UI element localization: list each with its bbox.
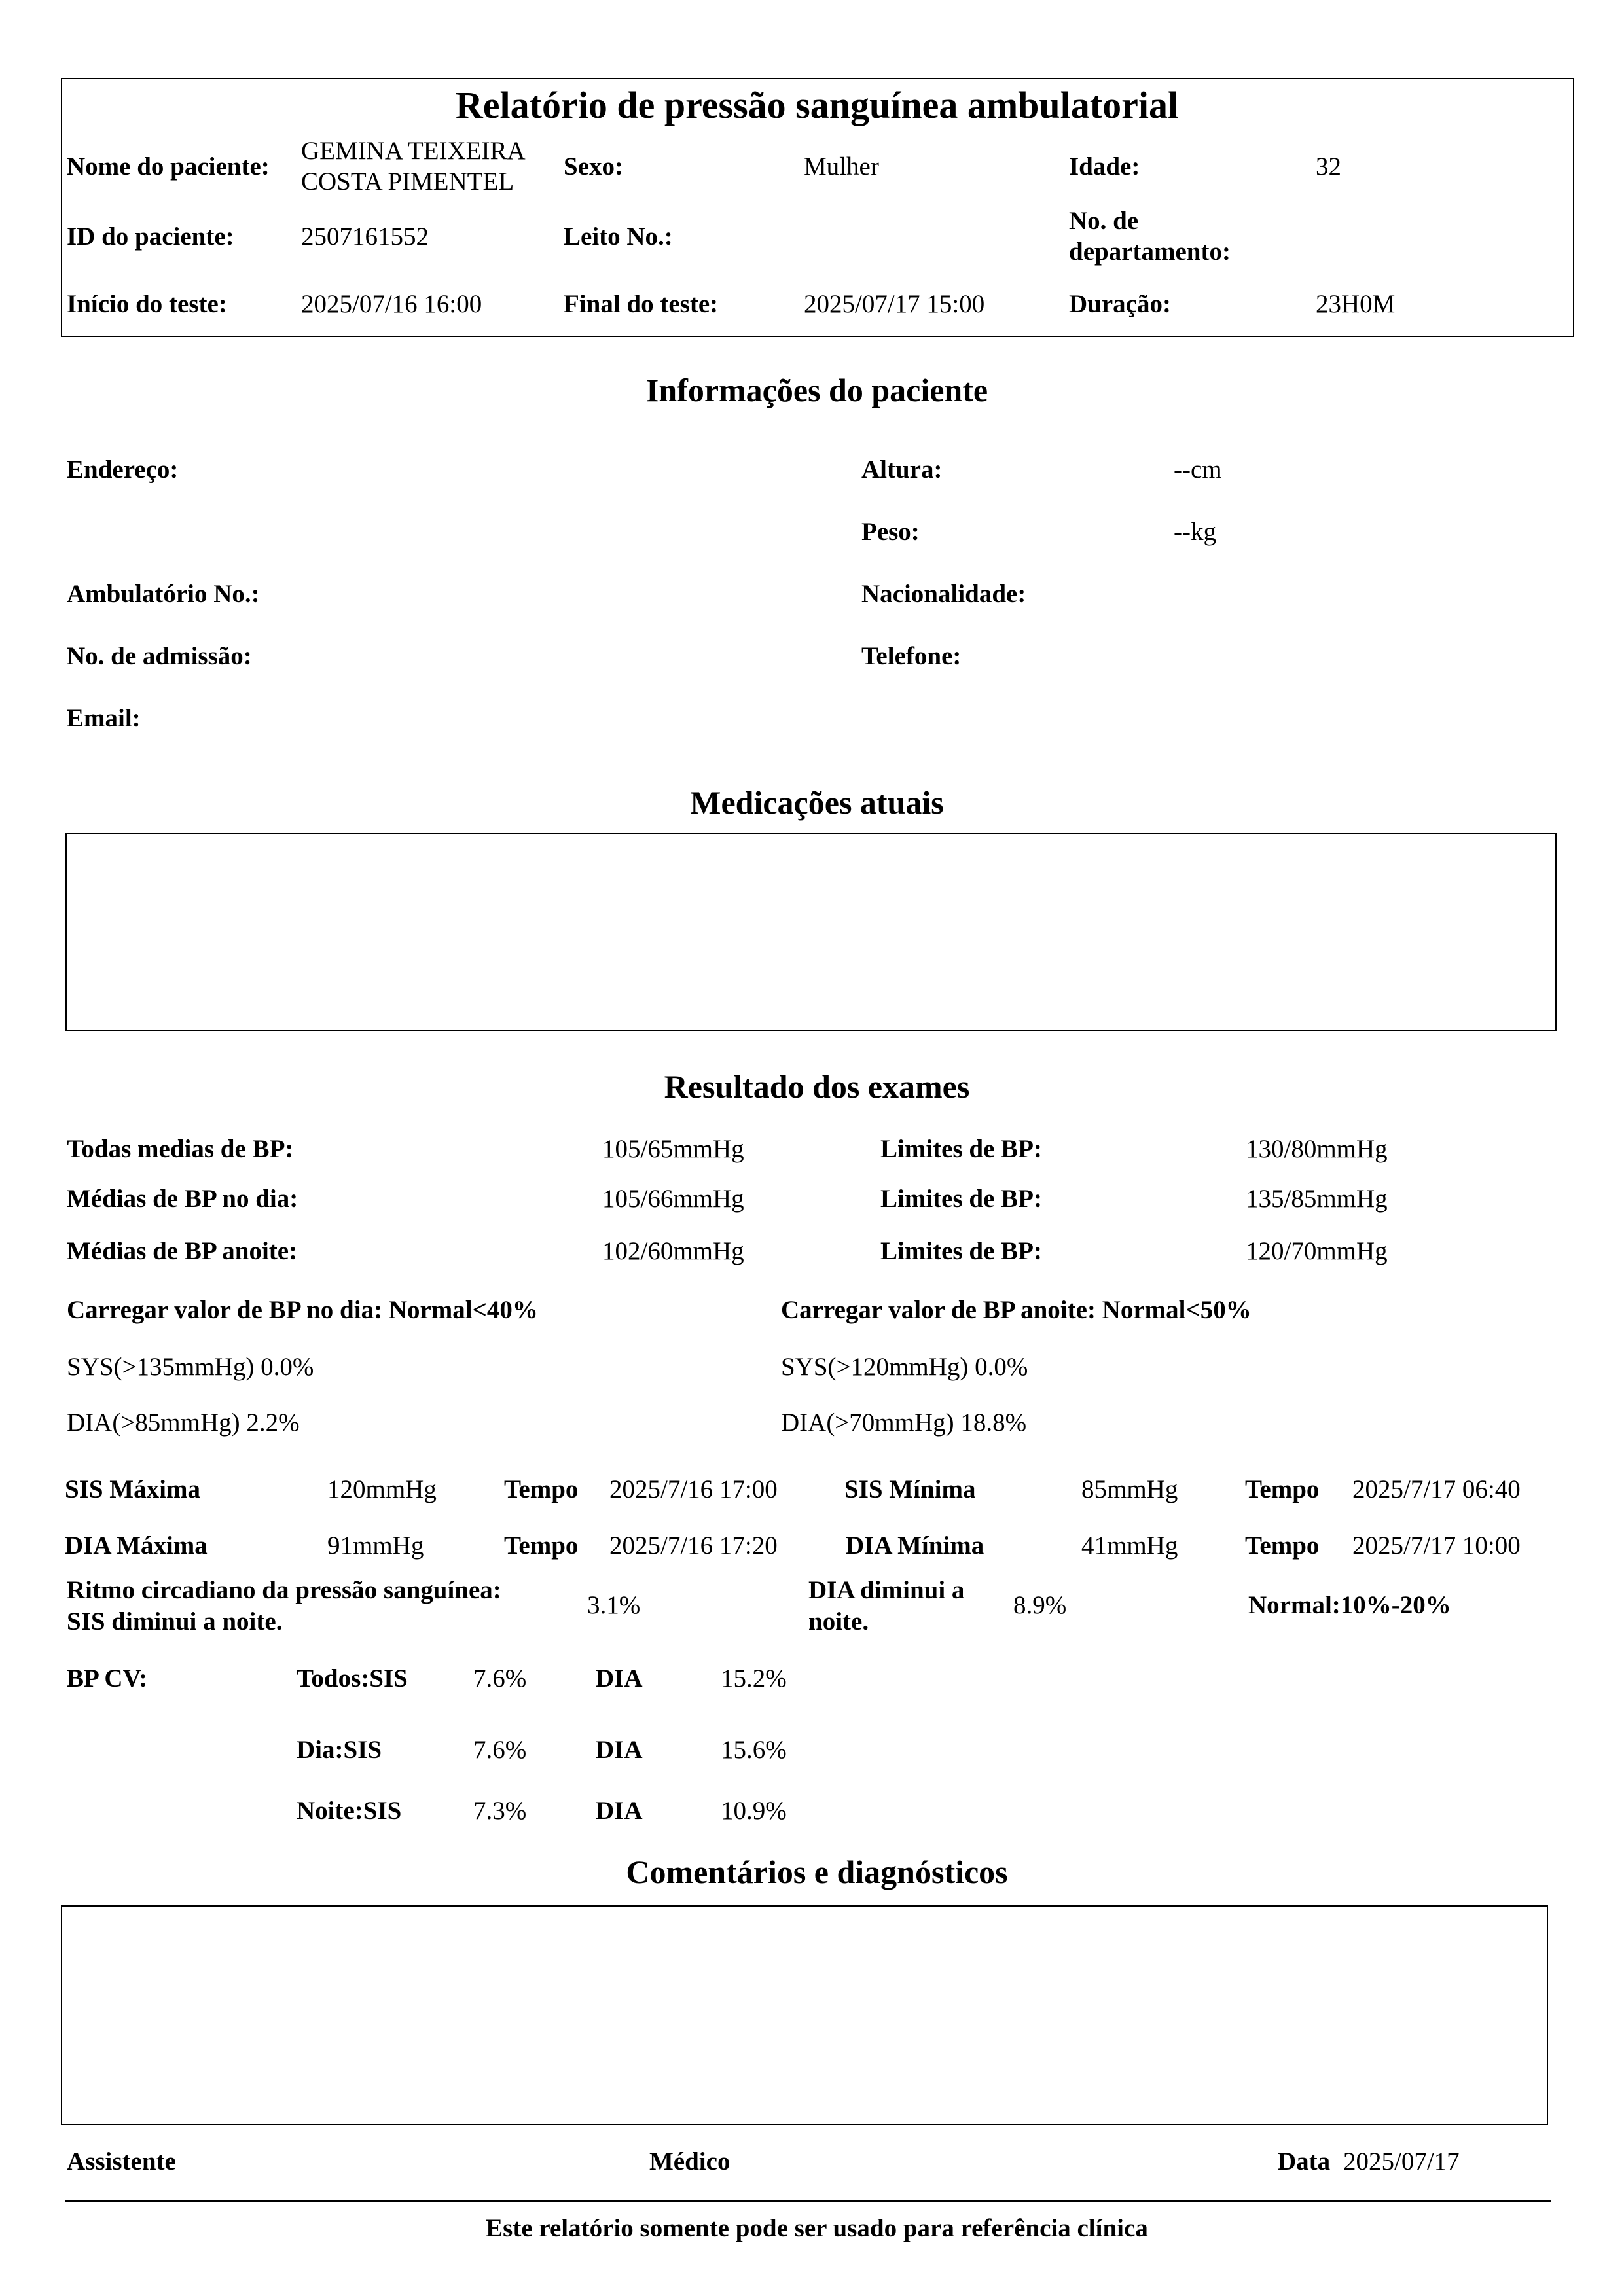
dia-min-label: DIA Mínima [846, 1532, 984, 1560]
cv-day-label: Dia:SIS [297, 1736, 382, 1764]
cv-all-sis: 7.6% [473, 1664, 527, 1693]
dia-min-time: 2025/7/17 10:00 [1352, 1532, 1521, 1560]
load-day-title: Carregar valor de BP no dia: Normal<40% [67, 1296, 538, 1324]
circadian-label-line1: Ritmo circadiano da pressão sanguínea: [67, 1576, 501, 1604]
medications-box [65, 833, 1557, 1031]
circadian-normal: Normal:10%-20% [1248, 1591, 1451, 1619]
doctor-label: Médico [649, 2147, 731, 2176]
cv-night-dia-label: DIA [596, 1797, 643, 1825]
bp-limit-day-label: Limites de BP: [880, 1185, 1042, 1213]
circadian-sis-value: 3.1% [587, 1591, 641, 1619]
load-night-dia: DIA(>70mmHg) 18.8% [781, 1408, 1027, 1437]
patient-name-line2: COSTA PIMENTEL [301, 168, 514, 196]
comments-box [61, 1905, 1548, 2125]
sex-label: Sexo: [564, 152, 623, 181]
bed-label: Leito No.: [564, 223, 673, 251]
bp-cv-label: BP CV: [67, 1664, 148, 1693]
bp-avg-all-value: 105/65mmHg [602, 1135, 744, 1163]
cv-day-sis: 7.6% [473, 1736, 527, 1764]
age-value: 32 [1316, 152, 1341, 181]
dia-max-time-label: Tempo [504, 1532, 579, 1560]
duration-label: Duração: [1069, 290, 1171, 318]
dia-min-value: 41mmHg [1081, 1532, 1178, 1560]
weight-value: --kg [1174, 518, 1216, 546]
bp-limit-day-value: 135/85mmHg [1246, 1185, 1388, 1213]
admission-label: No. de admissão: [67, 642, 252, 670]
sis-min-time: 2025/7/17 06:40 [1352, 1475, 1521, 1503]
cv-night-sis: 7.3% [473, 1797, 527, 1825]
cv-all-dia: 15.2% [721, 1664, 787, 1693]
dia-max-value: 91mmHg [327, 1532, 424, 1560]
bp-avg-night-value: 102/60mmHg [602, 1237, 744, 1265]
sex-value: Mulher [804, 152, 879, 181]
dia-max-time: 2025/7/16 17:20 [609, 1532, 778, 1560]
dia-min-time-label: Tempo [1245, 1532, 1320, 1560]
sis-min-label: SIS Mínima [844, 1475, 976, 1503]
end-value: 2025/07/17 15:00 [804, 290, 985, 318]
height-label: Altura: [861, 456, 943, 484]
bp-limit-all-value: 130/80mmHg [1246, 1135, 1388, 1163]
start-label: Início do teste: [67, 290, 227, 318]
date-label: Data [1278, 2147, 1331, 2176]
load-day-dia: DIA(>85mmHg) 2.2% [67, 1408, 300, 1437]
results-title: Resultado dos exames [664, 1068, 970, 1105]
start-value: 2025/07/16 16:00 [301, 290, 482, 318]
bp-avg-day-label: Médias de BP no dia: [67, 1185, 298, 1213]
sis-max-label: SIS Máxima [65, 1475, 200, 1503]
cv-night-dia: 10.9% [721, 1797, 787, 1825]
cv-night-label: Noite:SIS [297, 1797, 402, 1825]
sis-min-value: 85mmHg [1081, 1475, 1178, 1503]
address-label: Endereço: [67, 456, 179, 484]
patient-id-label: ID do paciente: [67, 223, 234, 251]
weight-label: Peso: [861, 518, 920, 546]
bp-avg-all-label: Todas medias de BP: [67, 1135, 294, 1163]
phone-label: Telefone: [861, 642, 962, 670]
height-value: --cm [1174, 456, 1222, 484]
dia-max-label: DIA Máxima [65, 1532, 208, 1560]
disclaimer: Este relatório somente pode ser usado para referência clínica [486, 2214, 1148, 2242]
nationality-label: Nacionalidade: [861, 580, 1026, 608]
patient-id-value: 2507161552 [301, 223, 429, 251]
sis-max-time-label: Tempo [504, 1475, 579, 1503]
patient-name-line1: GEMINA TEIXEIRA [301, 137, 526, 165]
cv-day-dia: 15.6% [721, 1736, 787, 1764]
cv-all-label: Todos:SIS [297, 1664, 408, 1693]
email-label: Email: [67, 704, 141, 732]
medications-title: Medicações atuais [690, 784, 944, 821]
bp-limit-night-value: 120/70mmHg [1246, 1237, 1388, 1265]
patient-name-label: Nome do paciente: [67, 152, 270, 181]
end-label: Final do teste: [564, 290, 719, 318]
assistant-label: Assistente [67, 2147, 176, 2176]
footer-divider [65, 2200, 1551, 2202]
circadian-label-line2: SIS diminui a noite. [67, 1607, 283, 1636]
patient-info-title: Informações do paciente [645, 372, 988, 408]
circadian-dia-label-line1: DIA diminui a [808, 1576, 965, 1604]
circadian-dia-label-line2: noite. [808, 1607, 869, 1636]
bp-avg-day-value: 105/66mmHg [602, 1185, 744, 1213]
cv-all-dia-label: DIA [596, 1664, 643, 1693]
dept-label-line1: No. de [1069, 207, 1139, 235]
cv-day-dia-label: DIA [596, 1736, 643, 1764]
ambulatory-label: Ambulatório No.: [67, 580, 260, 608]
load-night-sys: SYS(>120mmHg) 0.0% [781, 1353, 1028, 1381]
duration-value: 23H0M [1316, 290, 1396, 318]
report-title: Relatório de pressão sanguínea ambulatorial [455, 84, 1179, 126]
date-value: 2025/07/17 [1343, 2147, 1460, 2176]
load-night-title: Carregar valor de BP anoite: Normal<50% [781, 1296, 1252, 1324]
load-day-sys: SYS(>135mmHg) 0.0% [67, 1353, 314, 1381]
bp-limit-night-label: Limites de BP: [880, 1237, 1042, 1265]
bp-limit-all-label: Limites de BP: [880, 1135, 1042, 1163]
sis-max-time: 2025/7/16 17:00 [609, 1475, 778, 1503]
comments-title: Comentários e diagnósticos [626, 1854, 1008, 1890]
sis-min-time-label: Tempo [1245, 1475, 1320, 1503]
bp-avg-night-label: Médias de BP anoite: [67, 1237, 298, 1265]
sis-max-value: 120mmHg [327, 1475, 437, 1503]
dept-label-line2: departamento: [1069, 238, 1231, 266]
circadian-dia-value: 8.9% [1013, 1591, 1067, 1619]
age-label: Idade: [1069, 152, 1140, 181]
